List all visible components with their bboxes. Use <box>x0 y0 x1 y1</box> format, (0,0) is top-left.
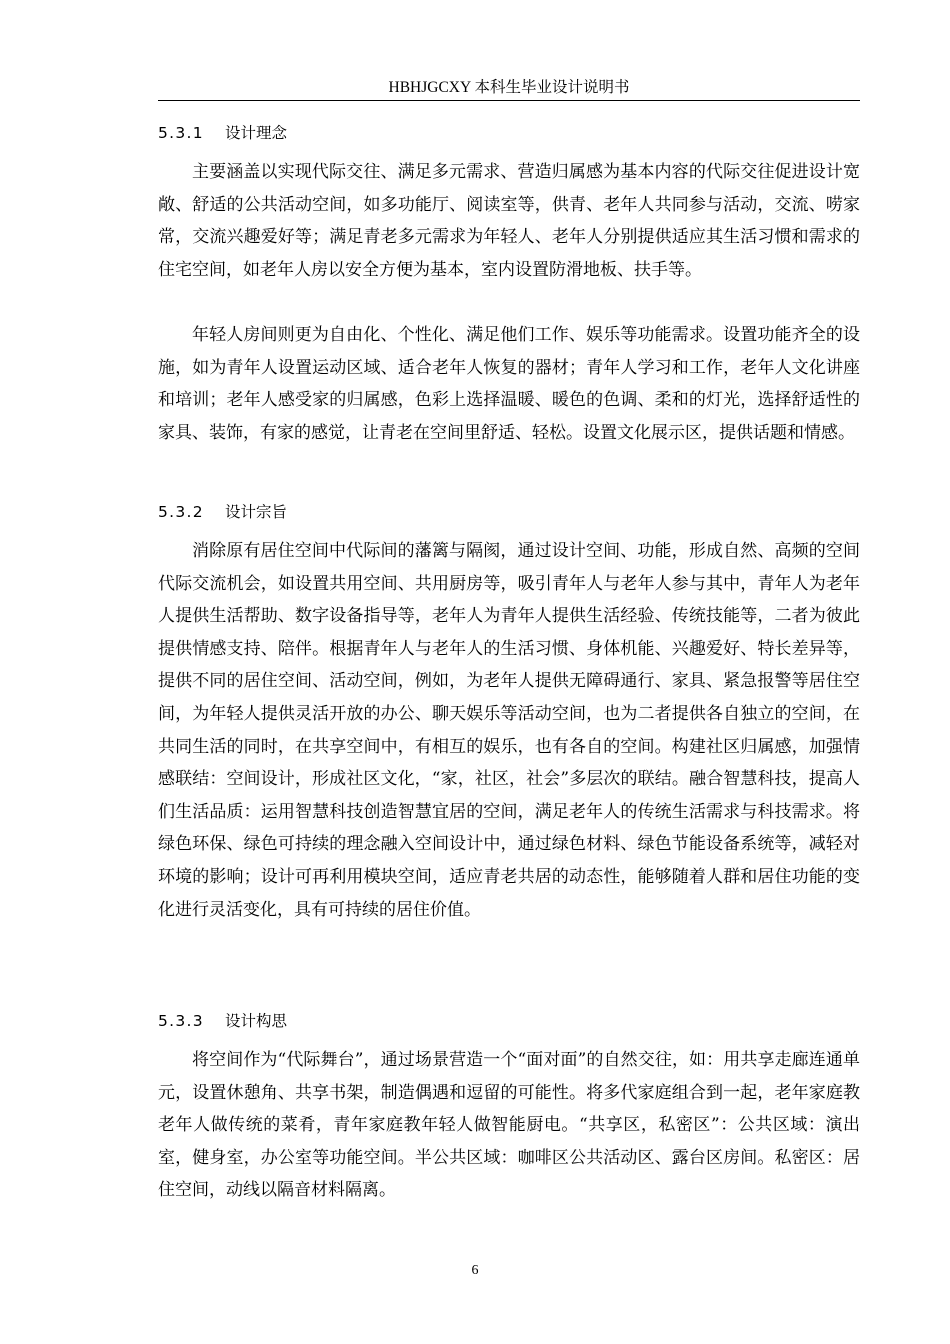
section-title: 设计理念 <box>225 124 288 142</box>
header-title: HBHJGCXY 本科生毕业设计说明书 <box>388 79 630 96</box>
section-number: 5.3.2 <box>158 503 204 521</box>
section-heading-5-3-1 <box>158 122 287 144</box>
header-divider <box>158 100 860 101</box>
section-heading-5-3-2 <box>158 501 287 523</box>
section-number: 5.3.1 <box>158 124 204 142</box>
paragraph: 年轻人房间则更为自由化、个性化、满足他们工作、娱乐等功能需求。设置功能齐全的设施，如为青年人设置运动区域、适合老年人恢复的器材；青年人学习和工作，老年人文化讲座和培训；老年人感受家的归属感，色彩上选择温暖、暖色的色调、柔和的灯光，选择舒适性的家具、装饰，有家的感觉，让青老在空间里舒适、轻松。设置文化展示区，提供话题和情感。 <box>158 325 860 443</box>
paragraph: 将空间作为“代际舞台”，通过场景营造一个“面对面”的自然交往，如：用共享走廊连通单元，设置休憩角、共享书架，制造偶遇和逗留的可能性。将多代家庭组合到一起，老年家庭教老年人做传统的菜肴，青年家庭教年轻人做智能厨电。“共享区，私密区”：公共区域：演出室，健身室，办公室等功能空间。半公共区域：咖啡区公共活动区、露台区房间。私密区：居住空间，动线以隔音材料隔离。 <box>158 1050 860 1201</box>
section-title: 设计宗旨 <box>225 503 288 521</box>
page-number: 6 <box>471 1263 479 1278</box>
section-number: 5.3.3 <box>158 1012 204 1030</box>
section-title: 设计构思 <box>225 1012 288 1030</box>
section-heading-5-3-3 <box>158 1010 287 1032</box>
paragraph: 主要涵盖以实现代际交往、满足多元需求、营造归属感为基本内容的代际交往促进设计宽敞、舒适的公共活动空间，如多功能厅、阅读室等，供青、老年人共同参与活动，交流、唠家常，交流兴趣爱好等；满足青老多元需求为年轻人、老年人分别提供适应其生活习惯和需求的住宅空间，如老年人房以安全方便为基本，室内设置防滑地板、扶手等。 <box>158 162 860 280</box>
paragraph: 消除原有居住空间中代际间的藩篱与隔阂，通过设计空间、功能，形成自然、高频的空间代际交流机会，如设置共用空间、共用厨房等，吸引青年人与老年人参与其中，青年人为老年人提供生活帮助、数字设备指导等，老年人为青年人提供生活经验、传统技能等，二者为彼此提供情感支持、陪伴。根据青年人与老年人的生活习惯、身体机能、兴趣爱好、特长差异等，提供不同的居住空间、活动空间，例如，为老年人提供无障碍通行、家具、紧急报警等居住空间，为年轻人提供灵活开放的办公、聊天娱乐等活动空间，也为二者提供各自独立的空间，在共同生活的同时，在共享空间中，有相互的娱乐，也有各自的空间。构建社区归属感，加强情感联结：空间设计，形成社区文化，“家，社区，社会”多层次的联结。融合智慧科技，提高人们生活品质：运用智慧科技创造智慧宜居的空间，满足老年人的传统生活需求与科技需求。将绿色环保、绿色可持续的理念融入空间设计中，通过绿色材料、绿色节能设备系统等，减轻对环境的影响；设计可再利用模块空间，适应青老共居的动态性，能够随着人群和居住功能的变化进行灵活变化，具有可持续的居住价值。 <box>158 541 860 920</box>
